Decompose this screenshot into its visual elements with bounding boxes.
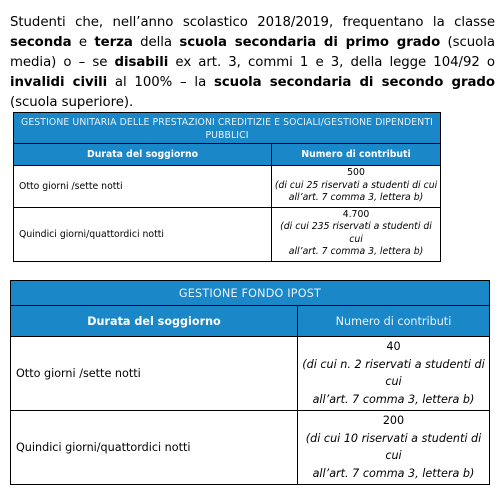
contribution-note: all’art. 7 comma 3, lettera b): [288, 192, 424, 203]
intro-bold-terza: terza: [94, 35, 133, 50]
contribution-count: 4.700: [342, 208, 370, 220]
intro-text: (scuola media) o – se: [10, 35, 496, 70]
table-banner: GESTIONE FONDO IPOST: [11, 281, 490, 306]
duration-cell: Otto giorni /sette notti: [11, 337, 298, 411]
contribution-note: (di cui 25 riservati a studenti di cui: [274, 179, 438, 191]
contribution-note: (di cui 235 riservati a studenti di cui: [280, 221, 432, 245]
duration-cell: Quindici giorni/quattordici notti: [14, 207, 272, 261]
contribution-count: 40: [386, 340, 401, 353]
intro-text: Studenti che, nell’anno scolastico 2018/2019, frequentano la classe: [10, 15, 495, 30]
intro-text: della: [132, 35, 180, 50]
intro-text: al 100% – la: [107, 75, 214, 90]
table-row: [14, 166, 441, 208]
column-header-duration: Durata del soggiorno: [11, 306, 298, 337]
table-banner: GESTIONE UNITARIA DELLE PRESTAZIONI CREDITIZIE E SOCIALI/GESTIONE DIPENDENTI PUBBLICI: [14, 113, 441, 144]
intro-text: (scuola superiore).: [10, 95, 134, 110]
intro-text: e: [71, 35, 95, 50]
contribution-note: (di cui n. 2 riservati a studenti di cui: [302, 357, 485, 388]
intro-bold-disabili: disabili: [114, 55, 169, 70]
contribution-note: all’art. 7 comma 3, lettera b): [288, 246, 424, 257]
column-header-duration: Durata del soggiorno: [14, 144, 272, 166]
contribution-count: 200: [382, 414, 405, 427]
contribution-count: 500: [347, 167, 365, 178]
contributions-cell: [272, 207, 441, 261]
intro-bold-seconda: seconda: [10, 35, 72, 50]
table-row: [11, 337, 490, 411]
column-header-contributions: Numero di contributi: [272, 144, 441, 166]
intro-bold-primo-grado: scuola secondaria di primo grado: [179, 35, 441, 50]
gestione-fondo-ipost-table: [10, 280, 490, 485]
table-row: [11, 411, 490, 485]
intro-text: ex art. 3, commi 1 e 3, della legge 104/92 o: [168, 55, 495, 70]
duration-cell: Quindici giorni/quattordici notti: [11, 411, 298, 485]
duration-cell: Otto giorni /sette notti: [14, 166, 272, 208]
contributions-cell: [272, 166, 441, 208]
table-row: [14, 207, 441, 261]
contributions-cell: [298, 411, 490, 485]
gestione-unitaria-table: [13, 112, 441, 262]
intro-paragraph: [10, 13, 495, 113]
contribution-note: all’art. 7 comma 3, lettera b): [312, 466, 475, 480]
contribution-note: (di cui 10 riservati a studenti di cui: [305, 431, 482, 462]
contributions-cell: [298, 337, 490, 411]
intro-bold-secondo-grado: scuola secondaria di secondo grado: [213, 75, 495, 90]
intro-bold-invalidi-civili: invalidi civili: [10, 75, 108, 90]
contribution-note: all’art. 7 comma 3, lettera b): [312, 392, 475, 406]
column-header-contributions: Numero di contributi: [298, 306, 490, 337]
